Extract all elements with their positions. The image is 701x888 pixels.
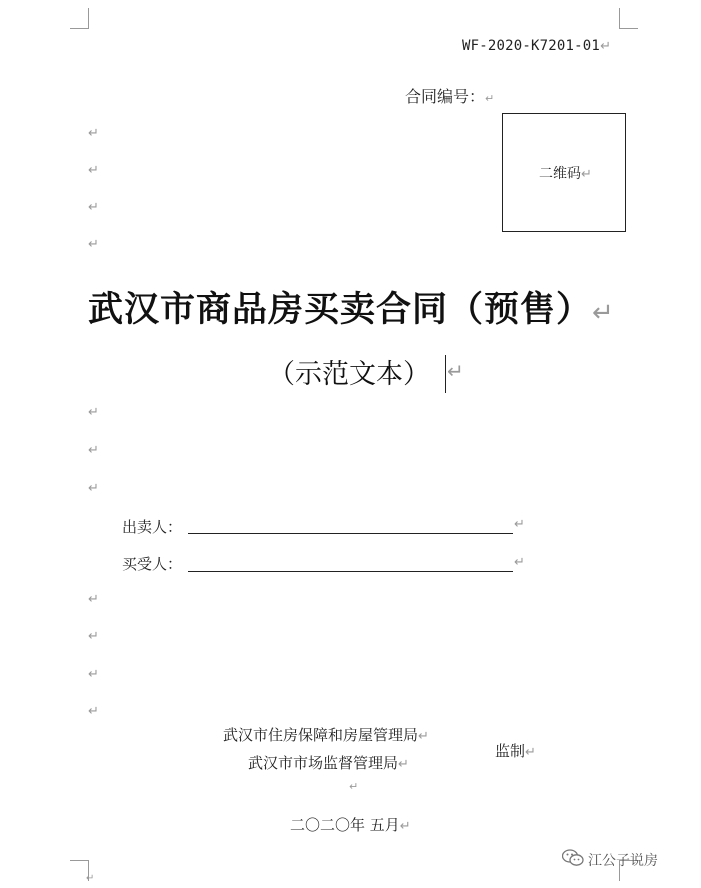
- paragraph-mark: ↵: [447, 359, 464, 383]
- watermark-text: 江公子说房: [588, 853, 658, 869]
- empty-paragraph: ↵: [88, 126, 99, 141]
- document-subtitle-text: （示范文本）: [268, 359, 430, 390]
- empty-paragraph: ↵: [88, 592, 99, 607]
- paragraph-mark: ↵: [514, 555, 525, 570]
- paragraph-mark: ↵: [592, 298, 615, 328]
- wechat-icon: [562, 849, 584, 871]
- paragraph-mark: ↵: [581, 167, 592, 182]
- empty-paragraph: ↵: [88, 405, 99, 420]
- contract-number-label: 合同编号：: [405, 87, 486, 106]
- document-title-text: 武汉市商品房买卖合同（预售）: [88, 289, 593, 330]
- document-subtitle: [268, 352, 430, 391]
- paragraph-mark: ↵: [485, 92, 495, 105]
- empty-paragraph: ↵: [88, 163, 99, 178]
- empty-paragraph: ↵: [88, 443, 99, 458]
- empty-paragraph: ↵: [88, 237, 99, 252]
- paragraph-mark: ↵: [398, 757, 409, 772]
- issue-date-text: 二〇二〇年 五月: [290, 816, 400, 834]
- buyer-label: 买受人：: [122, 555, 183, 573]
- paragraph-mark: ↵: [418, 729, 429, 744]
- qr-code-label: [539, 163, 592, 183]
- watermark: [562, 849, 658, 871]
- buyer-field[interactable]: [188, 571, 513, 572]
- issuer-housing-bureau: [223, 724, 429, 745]
- seller-field[interactable]: [188, 533, 513, 534]
- qr-code-box: [502, 113, 626, 232]
- crop-mark-top-right: [619, 8, 638, 29]
- paragraph-mark: ↵: [525, 745, 536, 760]
- contract-number: [405, 84, 494, 107]
- document-title: [88, 282, 615, 332]
- empty-paragraph: ↵: [88, 200, 99, 215]
- seller-label: 出卖人：: [122, 518, 183, 536]
- supervise-text: 监制: [495, 742, 526, 760]
- paragraph-mark: ↵: [514, 517, 525, 532]
- form-code: [462, 38, 611, 54]
- issue-date: [290, 814, 411, 835]
- supervise-label: [495, 740, 536, 761]
- paragraph-mark: ↵: [399, 819, 411, 834]
- issuer-market-bureau: [248, 752, 409, 773]
- issuer-market-bureau-text: 武汉市市场监督管理局: [248, 754, 399, 772]
- empty-paragraph: ↵: [88, 667, 99, 682]
- text-cursor: [445, 355, 446, 393]
- form-code-text: WF-2020-K7201-01: [462, 38, 601, 54]
- paragraph-mark: ↵: [600, 39, 612, 54]
- issuer-housing-bureau-text: 武汉市住房保障和房屋管理局: [223, 726, 419, 744]
- empty-paragraph: ↵: [88, 629, 99, 644]
- empty-paragraph: ↵: [349, 780, 359, 793]
- paragraph-mark: ↵: [86, 873, 95, 884]
- empty-paragraph: ↵: [88, 481, 99, 496]
- empty-paragraph: ↵: [88, 704, 99, 719]
- crop-mark-top-left: [70, 8, 89, 29]
- qr-code-text: 二维码: [539, 166, 581, 182]
